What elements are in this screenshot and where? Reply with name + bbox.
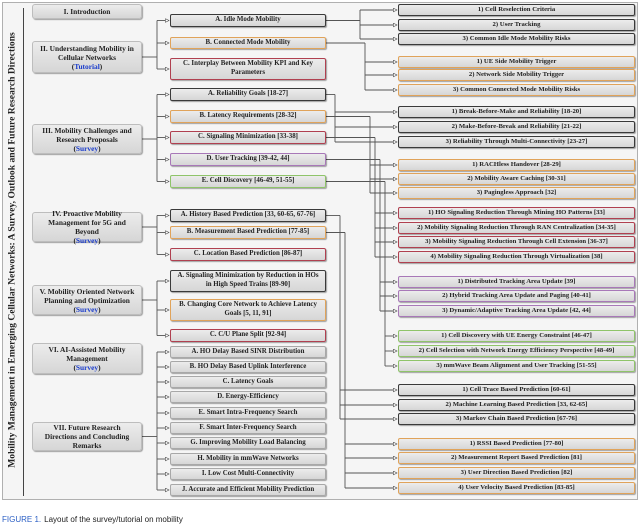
section-label: III. Mobility Challenges and Research Proposals — [42, 125, 132, 144]
subtopic-box-2-user-tracking[interactable]: 2) User Tracking — [398, 19, 635, 31]
topic-box-c-signaling-minimization[interactable]: C. Signaling Minimization [33-38] — [170, 131, 326, 144]
subtopic-box-3-pagingless-approach[interactable]: 3) Pagingless Approach [32] — [398, 187, 635, 199]
subtopic-box-3-common-connected-mode-mobility-risks[interactable]: 3) Common Connected Mode Mobility Risks — [398, 84, 635, 96]
section-type-tag: Survey — [75, 236, 99, 245]
section-label: VII. Future Research Directions and Concluding Remarks — [44, 423, 130, 450]
section-type-tag: Survey — [75, 363, 99, 372]
topic-box-f-smart-inter-frequency-search[interactable]: F. Smart Inter-Frequency Search — [170, 422, 326, 434]
subtopic-box-2-hybrid-tracking-area-update-and-paging[interactable]: 2) Hybrid Tracking Area Update and Paging [40-41] — [398, 290, 635, 302]
section-type — [73, 305, 100, 314]
subtopic-box-3-reliability-through-multi-connectivity[interactable]: 3) Reliability Through Multi-Connectivity [23-27] — [398, 136, 635, 148]
section-type — [73, 236, 100, 245]
subtopic-box-3-markov-chain-based-prediction[interactable]: 3) Markov Chain Based Prediction [67-76] — [398, 413, 635, 425]
topic-box-e-cell-discovery[interactable]: E. Cell Discovery [46-49, 51-55] — [170, 175, 326, 188]
topic-box-a-reliability-goals[interactable]: A. Reliability Goals [18-27] — [170, 88, 326, 101]
diagram-title: Mobility Management in Emerging Cellular Networks: A Survey, Outlook and Future Research Directions — [6, 32, 18, 468]
subtopic-box-3-user-direction-based-prediction[interactable]: 3) User Direction Based Prediction [82] — [398, 467, 635, 479]
subtopic-box-2-network-side-mobility-trigger[interactable]: 2) Network Side Mobility Trigger — [398, 69, 635, 81]
section-type — [73, 363, 100, 372]
topic-box-a-ho-delay-based-sinr-distribution[interactable]: A. HO Delay Based SINR Distribution — [170, 346, 326, 358]
section-label: VI. AI-Assisted Mobility Management — [48, 345, 126, 363]
section-box-iii-mobility-challenges-and-research-pro[interactable] — [32, 124, 142, 154]
section-label: I. Introduction — [63, 7, 111, 16]
topic-box-b-connected-mode-mobility[interactable]: B. Connected Mode Mobility — [170, 37, 326, 49]
topic-box-b-measurement-based-prediction[interactable]: B. Measurement Based Prediction [77-85] — [170, 226, 326, 239]
topic-box-j-accurate-and-efficient-mobility-predic[interactable]: J. Accurate and Efficient Mobility Prediction — [170, 484, 326, 496]
subtopic-box-4-user-velocity-based-prediction[interactable]: 4) User Velocity Based Prediction [83-85] — [398, 482, 635, 494]
topic-box-a-idle-mode-mobility[interactable]: A. Idle Mode Mobility — [170, 14, 326, 27]
section-label: II. Understanding Mobility in Cellular Networks — [40, 43, 134, 62]
subtopic-box-1-break-before-make-and-reliability[interactable]: 1) Break-Before-Make and Reliability [18-20] — [398, 106, 635, 118]
topic-box-c-location-based-prediction[interactable]: C. Location Based Prediction [86-87] — [170, 248, 326, 261]
topic-box-h-mobility-in-mmwave-networks[interactable]: H. Mobility in mmWave Networks — [170, 453, 326, 465]
subtopic-box-2-mobility-aware-caching[interactable]: 2) Mobility Aware Caching [30-31] — [398, 173, 635, 185]
topic-box-a-history-based-prediction[interactable]: A. History Based Prediction [33, 60-65, 67-76] — [170, 209, 326, 222]
subtopic-box-2-mobility-signaling-reduction-through-r[interactable]: 2) Mobility Signaling Reduction Through RAN Centralization [34-35] — [398, 222, 635, 234]
subtopic-box-1-rssi-based-prediction[interactable]: 1) RSSI Based Prediction [77-80] — [398, 438, 635, 450]
topic-box-d-user-tracking[interactable]: D. User Tracking [39-42, 44] — [170, 153, 326, 166]
subtopic-box-3-common-idle-mode-mobility-risks[interactable]: 3) Common Idle Mode Mobility Risks — [398, 33, 635, 45]
subtopic-box-1-rachless-handover[interactable]: 1) RACHless Handover [28-29] — [398, 159, 635, 171]
section-box-i-introduction[interactable] — [32, 4, 142, 19]
section-type — [72, 62, 103, 71]
subtopic-box-3-mobility-signaling-reduction-through-c[interactable]: 3) Mobility Signaling Reduction Through Cell Extension [36-37] — [398, 236, 635, 248]
subtopic-box-3-mmwave-beam-alignment-and-user-trackin[interactable]: 3) mmWave Beam Alignment and User Tracking [51-55] — [398, 360, 635, 372]
subtopic-box-3-dynamic-adaptive-tracking-area-update[interactable]: 3) Dynamic/Adaptive Tracking Area Update [42, 44] — [398, 305, 635, 317]
subtopic-box-2-cell-selection-with-network-energy-eff[interactable]: 2) Cell Selection with Network Energy Efficiency Perspective [48-49] — [398, 345, 635, 357]
section-box-iv-proactive-mobility-management-for-5g-[interactable] — [32, 209, 142, 245]
section-box-vi-ai-assisted-mobility-management[interactable] — [32, 343, 142, 374]
topic-box-b-latency-requirements[interactable]: B. Latency Requirements [28-32] — [170, 110, 326, 123]
subtopic-box-1-distributed-tracking-area-update[interactable]: 1) Distributed Tracking Area Update [39] — [398, 276, 635, 288]
section-type-tag: Survey — [75, 143, 99, 153]
subtopic-box-2-make-before-break-and-reliability[interactable]: 2) Make-Before-Break and Reliability [21-22] — [398, 121, 635, 133]
topic-box-c-c-u-plane-split[interactable]: C. C/U Plane Split [92-94] — [170, 329, 326, 342]
section-type-tag: Survey — [75, 304, 99, 314]
topic-box-b-ho-delay-based-uplink-interference[interactable]: B. HO Delay Based Uplink Interference — [170, 361, 326, 373]
section-type-tag: Tutorial — [74, 61, 100, 71]
subtopic-box-1-cell-discovery-with-ue-energy-constrai[interactable]: 1) Cell Discovery with UE Energy Constraint [46-47] — [398, 330, 635, 342]
subtopic-box-1-cell-reselection-criteria[interactable]: 1) Cell Reselection Criteria — [398, 4, 635, 16]
caption-text: Layout of the survey/tutorial on mobility — [44, 515, 183, 524]
topic-box-c-interplay-between-mobility-kpi-and-key[interactable]: C. Interplay Between Mobility KPI and Key Parameters — [170, 58, 326, 80]
topic-box-d-energy-efficiency[interactable]: D. Energy-Efficiency — [170, 391, 326, 403]
topic-box-b-changing-core-network-to-achieve-laten[interactable]: B. Changing Core Network to Achieve Latency Goals [5, 11, 91] — [170, 299, 326, 321]
figure-label: FIGURE 1. — [2, 515, 42, 524]
subtopic-box-4-mobility-signaling-reduction-through-v[interactable]: 4) Mobility Signaling Reduction Through Virtualization [38] — [398, 251, 635, 263]
section-type — [73, 144, 100, 153]
topic-box-g-improving-mobility-load-balancing[interactable]: G. Improving Mobility Load Balancing — [170, 437, 326, 449]
topic-box-a-signaling-minimization-by-reduction-in[interactable]: A. Signaling Minimization by Reduction in HOs in High Speed Trains [89-90] — [170, 270, 326, 292]
subtopic-box-1-ho-signaling-reduction-through-mining-[interactable]: 1) HO Signaling Reduction Through Mining HO Patterns [33] — [398, 207, 635, 219]
subtopic-box-2-machine-learning-based-prediction[interactable]: 2) Machine Learning Based Prediction [33, 62-65] — [398, 399, 635, 411]
figure-caption — [2, 515, 183, 524]
topic-box-i-low-cost-multi-connectivity[interactable]: I. Low Cost Multi-Connectivity — [170, 468, 326, 480]
section-label: V. Mobility Oriented Network Planning and Optimization — [39, 286, 135, 305]
subtopic-box-1-cell-trace-based-prediction[interactable]: 1) Cell Trace Based Prediction [60-61] — [398, 384, 635, 396]
section-label: IV. Proactive Mobility Management for 5G and Beyond — [48, 209, 126, 236]
subtopic-box-2-measurement-report-based-prediction[interactable]: 2) Measurement Report Based Prediction [81] — [398, 452, 635, 464]
section-box-vii-future-research-directions-and-concl[interactable] — [32, 422, 142, 451]
section-box-ii-understanding-mobility-in-cellular-ne[interactable] — [32, 41, 142, 73]
topic-box-c-latency-goals[interactable]: C. Latency Goals — [170, 376, 326, 388]
spine-line — [23, 8, 24, 496]
subtopic-box-1-ue-side-mobility-trigger[interactable]: 1) UE Side Mobility Trigger — [398, 56, 635, 68]
section-box-v-mobility-oriented-network-planning-and[interactable] — [32, 285, 142, 315]
topic-box-e-smart-intra-frequency-search[interactable]: E. Smart Intra-Frequency Search — [170, 407, 326, 419]
